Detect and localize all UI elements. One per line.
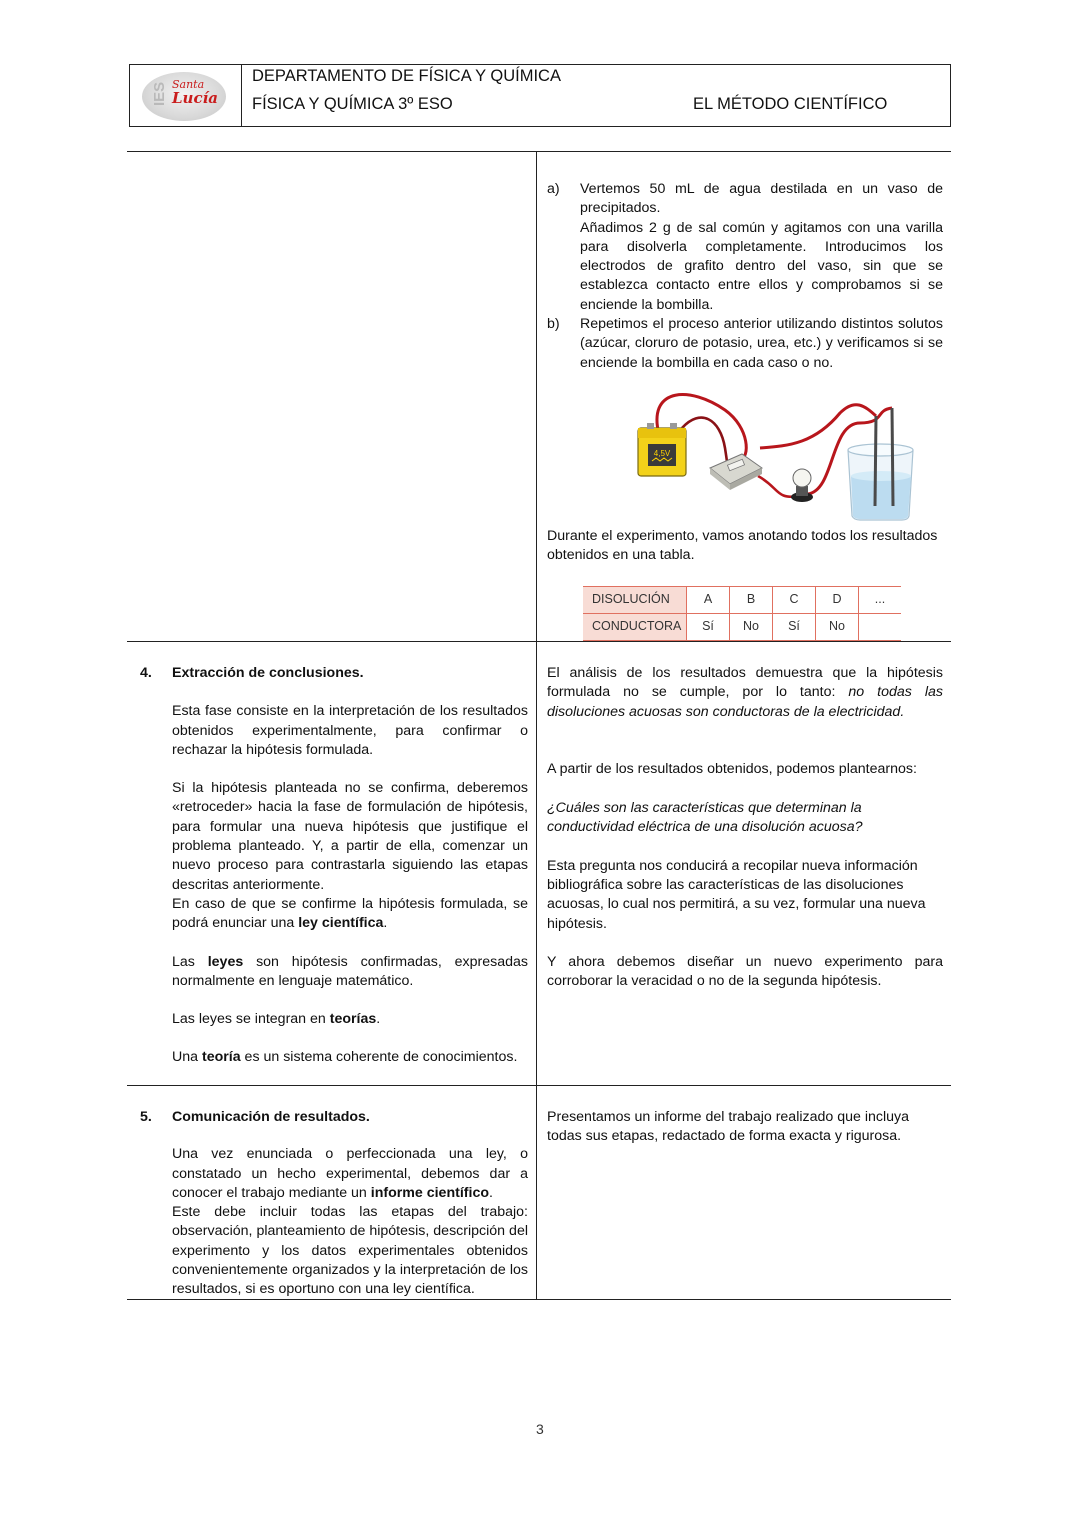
circuit-illustration <box>630 388 920 523</box>
table-cell: A <box>687 587 730 614</box>
step-b <box>547 315 943 373</box>
document-header <box>129 64 951 127</box>
table-row <box>583 614 901 641</box>
battery-icon <box>638 423 686 476</box>
table-cell: Sí <box>687 614 730 641</box>
section-4-p6: Una teoría es un sistema coherente de conocimientos. <box>172 1049 518 1066</box>
table-cell: No <box>730 614 773 641</box>
section-4-p3: En caso de que se confirme la hipótesis formulada, se podrá enunciar una ley científica. <box>172 895 528 932</box>
section-5-number: 5. <box>140 1109 152 1125</box>
column-divider <box>536 151 537 1300</box>
section-4-right <box>547 664 943 992</box>
step-b-label: b) <box>547 316 560 333</box>
table-cell: No <box>816 614 859 641</box>
table-header-conductora: CONDUCTORA <box>583 614 687 641</box>
row-divider-2 <box>127 1085 951 1086</box>
section-4-title: Extracción de conclusiones. <box>172 665 364 681</box>
report-text: Presentamos un informe del trabajo realizado que incluya todas sus etapas, redactado de forma exacta y rigurosa. <box>547 1109 909 1145</box>
switch-icon <box>710 454 762 490</box>
row-divider-1 <box>127 641 951 642</box>
new-question-intro: A partir de los resultados obtenidos, podemos plantearnos: <box>547 760 917 777</box>
section-5-p1: Una vez enunciada o perfeccionada una ley, o constatado un hecho experimental, debemos dar a conocer el trabajo mediante un informe científico. <box>172 1146 528 1201</box>
section-4-left <box>172 664 528 1068</box>
section-4-p5: Las leyes se integran en teorías. <box>172 1011 381 1028</box>
department-title: DEPARTAMENTO DE FÍSICA Y QUÍMICA <box>252 67 561 85</box>
school-logo <box>142 72 226 121</box>
subject-title: FÍSICA Y QUÍMICA 3º ESO <box>252 95 453 113</box>
logo-ies-text: IES <box>151 81 168 106</box>
page-number: 3 <box>536 1421 544 1437</box>
table-top-border <box>127 151 951 152</box>
table-header-disolucion: DISOLUCIÓN <box>583 587 687 614</box>
analysis-text: El análisis de los resultados demuestra que la hipótesis formulada no se cumple, por lo tanto: no todas las disoluciones acuosas son conductoras de la electricidad. <box>547 665 943 720</box>
section-5-right <box>547 1108 919 1147</box>
new-research-text: Esta pregunta nos conducirá a recopilar nueva información bibliográfica sobre las características de las disoluciones acuosas, lo cual nos permitirá, a su vez, formular una nueva hipótesis. <box>547 857 926 932</box>
section-4-p2: Si la hipótesis planteada no se confirma, deberemos «retroceder» hacia la fase de formulación de hipótesis, para formular una nueva hipótesis que justifique el problema planteado. Y, a partir de ella, comenzar un nuevo proceso para contrastarla siguiendo las etapas descritas anteriormente. <box>172 780 528 893</box>
section-5-p2: Este debe incluir todas las etapas del trabajo: observación, planteamiento de hipótesis, descripción del experimento y los datos experimentales obtenidos convenientemente organizados y la interpretación de los resultados, si es oportuno con una ley científica. <box>172 1204 528 1298</box>
table-row <box>583 587 901 614</box>
logo-cell <box>130 65 242 126</box>
table-cell: C <box>773 587 816 614</box>
results-table <box>583 586 901 641</box>
new-experiment-text: Y ahora debemos diseñar un nuevo experimento para corroborar la veracidad o no de la segunda hipótesis. <box>547 953 943 990</box>
beaker-icon <box>848 408 913 520</box>
step-a-label: a) <box>547 181 560 197</box>
topic-title: EL MÉTODO CIENTÍFICO <box>693 95 888 113</box>
logo-lucia-text: Lucía <box>172 89 219 107</box>
section-5-left <box>172 1108 528 1300</box>
table-cell: B <box>730 587 773 614</box>
battery-voltage-label: 4,5V <box>653 449 671 458</box>
step-a <box>547 180 943 315</box>
table-cell: ... <box>859 587 902 614</box>
step-a-text-1: Vertemos 50 mL de agua destilada en un vaso de precipitados. <box>580 181 943 217</box>
table-cell: Sí <box>773 614 816 641</box>
bulb-icon <box>791 469 813 502</box>
section-4-p4: Las leyes son hipótesis confirmadas, expresadas normalmente en lenguaje matemático. <box>172 953 528 989</box>
experiment-steps <box>547 180 943 373</box>
new-question: ¿Cuáles son las características que determinan la conductividad eléctrica de una disolución acuosa? <box>547 800 863 836</box>
section-4-number: 4. <box>140 665 152 681</box>
step-a-text-2: Añadimos 2 g de sal común y agitamos con una varilla para disolverla completamente. Introducimos los electrodos de grafito dentro del vaso, sin que se establezca contacto entre ellos y comprobamos si se enciende la bombilla. <box>580 219 943 313</box>
section-5-title: Comunicación de resultados. <box>172 1109 370 1125</box>
step-b-text: Repetimos el proceso anterior utilizando distintos solutos (azúcar, cloruro de potasio, urea, etc.) y verificamos si se enciende la bombilla en cada caso o no. <box>580 316 943 371</box>
results-intro-text: Durante el experimento, vamos anotando todos los resultados obtenidos en una tabla. <box>547 528 938 564</box>
wire-red-5 <box>760 405 876 448</box>
section-4-p1: Esta fase consiste en la interpretación de los resultados obtenidos experimentalmente, para confirmar o rechazar la hipótesis formulada. <box>172 703 528 758</box>
table-cell <box>859 614 902 641</box>
table-cell: D <box>816 587 859 614</box>
logo-santa-text: Santa <box>172 78 205 91</box>
